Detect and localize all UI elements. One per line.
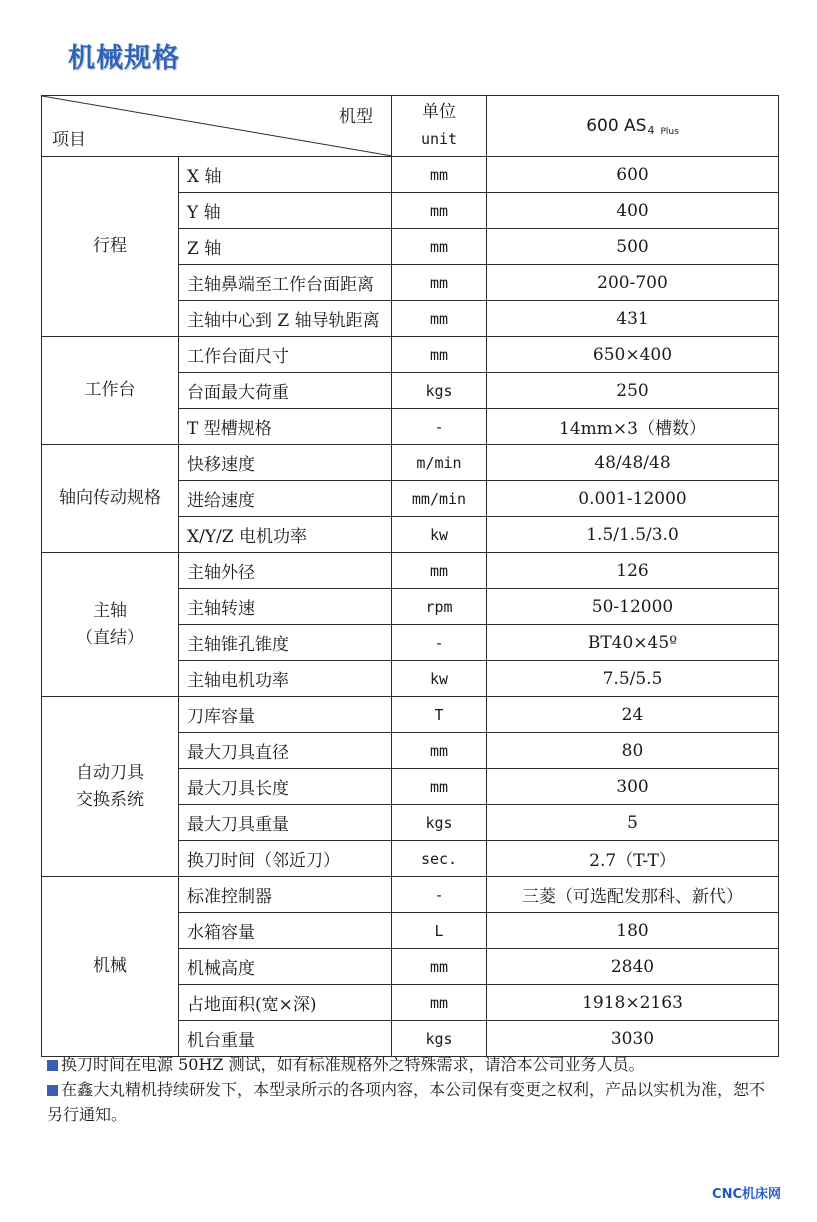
unit-cell: L bbox=[392, 913, 487, 949]
item-cell: 水箱容量 bbox=[179, 913, 392, 949]
unit-cell: rpm bbox=[392, 589, 487, 625]
category-label: 机械 bbox=[93, 956, 127, 976]
header-unit-cell bbox=[392, 96, 487, 157]
header-unit-label: 单位 bbox=[422, 102, 456, 122]
item-cell: 主轴锥孔锥度 bbox=[179, 625, 392, 661]
value-cell: 7.5/5.5 bbox=[487, 661, 779, 697]
unit-cell: mm bbox=[392, 553, 487, 589]
unit-cell: m/min bbox=[392, 445, 487, 481]
spec-table bbox=[41, 95, 779, 1057]
unit-cell: mm bbox=[392, 769, 487, 805]
value-cell: 126 bbox=[487, 553, 779, 589]
bullet-square-icon bbox=[47, 1085, 58, 1096]
header-model-label: 机型 bbox=[339, 107, 373, 127]
unit-cell: - bbox=[392, 877, 487, 913]
item-cell: 最大刀具直径 bbox=[179, 733, 392, 769]
unit-cell: - bbox=[392, 625, 487, 661]
item-cell: 主轴中心到 Z 轴导轨距离 bbox=[179, 301, 392, 337]
unit-cell: T bbox=[392, 697, 487, 733]
category-label: 交换系统 bbox=[76, 789, 144, 810]
item-cell: Y 轴 bbox=[179, 193, 392, 229]
value-cell: 14mm×3（槽数） bbox=[487, 409, 779, 445]
item-cell: 台面最大荷重 bbox=[179, 373, 392, 409]
table-row bbox=[42, 337, 779, 373]
item-cell: 最大刀具长度 bbox=[179, 769, 392, 805]
value-cell: 3030 bbox=[487, 1021, 779, 1057]
value-cell: 650×400 bbox=[487, 337, 779, 373]
unit-cell: kgs bbox=[392, 1021, 487, 1057]
value-cell: 250 bbox=[487, 373, 779, 409]
unit-cell: sec. bbox=[392, 841, 487, 877]
item-cell: 主轴电机功率 bbox=[179, 661, 392, 697]
model-main: 600 AS bbox=[586, 115, 647, 136]
value-cell: 2.7（T-T） bbox=[487, 841, 779, 877]
item-cell: 进给速度 bbox=[179, 481, 392, 517]
model-name bbox=[586, 116, 679, 136]
item-cell: 刀库容量 bbox=[179, 697, 392, 733]
unit-cell: mm bbox=[392, 985, 487, 1021]
value-cell: BT40×45º bbox=[487, 625, 779, 661]
note-item bbox=[47, 1052, 777, 1077]
value-cell: 1918×2163 bbox=[487, 985, 779, 1021]
brand-watermark: CNC机床网 bbox=[712, 1187, 781, 1202]
item-cell: 最大刀具重量 bbox=[179, 805, 392, 841]
unit-cell: mm bbox=[392, 193, 487, 229]
category-label: 自动刀具 bbox=[76, 762, 144, 783]
value-cell: 5 bbox=[487, 805, 779, 841]
value-cell: 80 bbox=[487, 733, 779, 769]
category-label: 行程 bbox=[93, 236, 127, 256]
table-row bbox=[42, 877, 779, 913]
category-label: （直结） bbox=[76, 627, 144, 648]
model-sub: 4 bbox=[647, 123, 655, 137]
value-cell: 600 bbox=[487, 157, 779, 193]
value-cell: 1.5/1.5/3.0 bbox=[487, 517, 779, 553]
category-cell bbox=[42, 157, 179, 337]
value-cell: 431 bbox=[487, 301, 779, 337]
table-row bbox=[42, 157, 779, 193]
item-cell: X 轴 bbox=[179, 157, 392, 193]
table-row bbox=[42, 553, 779, 589]
item-cell: 主轴鼻端至工作台面距离 bbox=[179, 265, 392, 301]
item-cell: 主轴外径 bbox=[179, 553, 392, 589]
value-cell: 24 bbox=[487, 697, 779, 733]
value-cell: 200-700 bbox=[487, 265, 779, 301]
unit-cell: kw bbox=[392, 517, 487, 553]
item-cell: 换刀时间（邻近刀） bbox=[179, 841, 392, 877]
header-model-cell bbox=[487, 96, 779, 157]
item-cell: 主轴转速 bbox=[179, 589, 392, 625]
item-cell: T 型槽规格 bbox=[179, 409, 392, 445]
table-row bbox=[42, 445, 779, 481]
header-unit-label-en: unit bbox=[420, 130, 458, 148]
model-plus: Plus bbox=[660, 126, 679, 137]
notes bbox=[47, 1052, 777, 1127]
value-cell: 500 bbox=[487, 229, 779, 265]
category-label: 轴向传动规格 bbox=[59, 488, 161, 508]
item-cell: 机台重量 bbox=[179, 1021, 392, 1057]
page-title: 机械规格 bbox=[68, 43, 180, 74]
category-cell bbox=[42, 877, 179, 1057]
category-label: 工作台 bbox=[84, 380, 136, 400]
unit-cell: - bbox=[392, 409, 487, 445]
value-cell: 300 bbox=[487, 769, 779, 805]
unit-cell: mm bbox=[392, 337, 487, 373]
item-cell: Z 轴 bbox=[179, 229, 392, 265]
unit-cell: mm bbox=[392, 949, 487, 985]
note-item bbox=[47, 1077, 777, 1127]
category-cell bbox=[42, 337, 179, 445]
value-cell: 180 bbox=[487, 913, 779, 949]
note-text: 在鑫大丸精机持续研发下，本型录所示的各项内容，本公司保有变更之权利，产品以实机为准，恕不另行通知。 bbox=[47, 1080, 766, 1124]
unit-cell: kw bbox=[392, 661, 487, 697]
unit-cell: mm/min bbox=[392, 481, 487, 517]
bullet-square-icon bbox=[47, 1060, 58, 1071]
item-cell: 工作台面尺寸 bbox=[179, 337, 392, 373]
unit-cell: kgs bbox=[392, 805, 487, 841]
category-cell bbox=[42, 553, 179, 697]
value-cell: 2840 bbox=[487, 949, 779, 985]
category-label: 主轴 bbox=[93, 600, 127, 621]
unit-cell: mm bbox=[392, 157, 487, 193]
value-cell: 48/48/48 bbox=[487, 445, 779, 481]
table-row bbox=[42, 697, 779, 733]
item-cell: X/Y/Z 电机功率 bbox=[179, 517, 392, 553]
item-cell: 快移速度 bbox=[179, 445, 392, 481]
value-cell: 50-12000 bbox=[487, 589, 779, 625]
table-header-row bbox=[42, 96, 779, 157]
diagonal-header-cell bbox=[42, 96, 392, 157]
value-cell: 0.001-12000 bbox=[487, 481, 779, 517]
unit-cell: mm bbox=[392, 265, 487, 301]
value-cell: 三菱（可选配发那科、新代） bbox=[487, 877, 779, 913]
category-cell bbox=[42, 697, 179, 877]
unit-cell: mm bbox=[392, 733, 487, 769]
item-cell: 机械高度 bbox=[179, 949, 392, 985]
item-cell: 标准控制器 bbox=[179, 877, 392, 913]
item-cell: 占地面积(宽×深) bbox=[179, 985, 392, 1021]
unit-cell: mm bbox=[392, 229, 487, 265]
note-text: 换刀时间在电源 50HZ 测试，如有标准规格外之特殊需求，请洽本公司业务人员。 bbox=[61, 1055, 645, 1074]
category-cell bbox=[42, 445, 179, 553]
value-cell: 400 bbox=[487, 193, 779, 229]
header-item-label: 项目 bbox=[52, 130, 86, 150]
unit-cell: kgs bbox=[392, 373, 487, 409]
unit-cell: mm bbox=[392, 301, 487, 337]
